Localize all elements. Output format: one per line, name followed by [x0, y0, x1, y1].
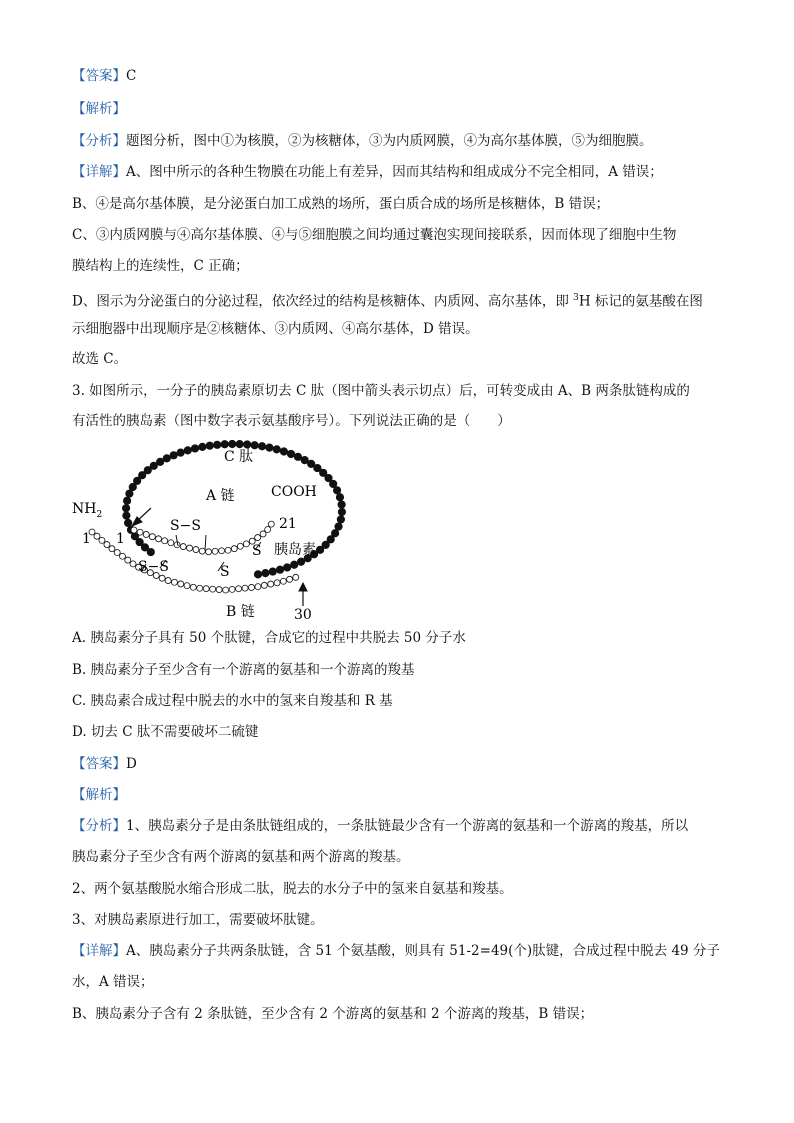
a-chain-bead — [193, 547, 199, 553]
insulin-label: 胰岛素 — [274, 542, 316, 558]
nh2-label: $NH_2$ — [72, 501, 103, 520]
c-peptide-bead — [337, 516, 344, 523]
answer-tag: 【答案】 — [72, 68, 126, 84]
disulfide-top-label: S−S — [170, 518, 201, 534]
b-chain-bead — [125, 557, 131, 563]
c-peptide-bead — [170, 452, 177, 459]
a-chain-bead — [162, 538, 168, 544]
a-chain-bead — [180, 544, 186, 550]
option-b: B. 胰岛素分子至少含有一个游离的氨基和一个游离的羧基 — [72, 662, 415, 678]
c-peptide-bead — [199, 443, 206, 450]
c-peptide-bead — [156, 458, 163, 465]
a-chain-bead — [243, 541, 249, 547]
c-peptide-bead — [236, 440, 243, 447]
option-a: A. 胰岛素分子具有 50 个肽键，合成它的过程中共脱去 50 分子水 — [72, 630, 466, 646]
b-chain-bead — [255, 584, 261, 590]
xiangjie-line-a1: 【详解】A、胰岛素分子共两条肽链，含 51 个氨基酸，则具有 51-2=49(个)肽键，合成过程中脱去 49 分子 — [72, 943, 720, 959]
b-chain-bead — [236, 586, 242, 592]
b-chain-bead — [261, 582, 267, 588]
question-stem-line1: 3. 如图所示，一分子的胰岛素原切去 C 肽（图中箭头表示切点）后，可转变成由 A、B 两条肽链构成的 — [72, 383, 690, 399]
c-peptide-bead — [206, 442, 213, 449]
a-chain-bead — [231, 546, 237, 552]
b-chain-bead — [104, 542, 110, 548]
c-peptide-bead — [251, 442, 258, 449]
fenxi-line-1a: 【分析】1、胰岛素分子是由条肽链组成的，一条肽链最少含有一个游离的氨基和一个游离的羧基，所以 — [72, 818, 689, 834]
c-peptide-bead — [123, 497, 130, 504]
detail-line-d1-prev: D、图示为分泌蛋白的分泌过程，依次经过的结构是核糖体、内质网、高尔基体，即 $^3$H 标记的氨基酸在图 — [72, 293, 703, 310]
b-chain-bead — [223, 587, 229, 593]
insulin-diagram — [66, 438, 366, 623]
b-chain-label: B 链 — [226, 604, 255, 620]
b-chain-bead — [114, 549, 120, 555]
c-peptide-bead — [335, 523, 342, 530]
cooh-label: COOH — [271, 484, 317, 500]
c-peptide-bead — [338, 501, 345, 508]
a-chain-bead — [206, 549, 212, 555]
sulfur-right-label: S — [252, 543, 262, 559]
c-peptide-bead — [266, 444, 273, 451]
a-chain-bead — [168, 540, 174, 546]
option-c: C. 胰岛素合成过程中脱去的水中的氢来自羧基和 R 基 — [72, 693, 393, 709]
b-chain-bead — [130, 561, 136, 567]
a-chain-bead — [265, 527, 271, 533]
c-peptide-bead — [338, 508, 345, 515]
b-chain-bead — [99, 537, 105, 543]
b-chain-bead — [109, 546, 115, 552]
c-peptide-bead — [287, 450, 294, 457]
cut-arrow-top — [132, 508, 151, 526]
analysis-heading-prev: 【解析】 — [72, 101, 126, 117]
c-peptide-bead — [280, 448, 287, 455]
b-chain-bead — [178, 581, 184, 587]
a-chain-bead — [260, 531, 266, 537]
b-chain-bead — [249, 584, 255, 590]
a-chain-bead — [149, 534, 155, 540]
b-chain-bead — [242, 585, 248, 591]
b-chain-bead — [229, 586, 235, 592]
a-chain-bead — [255, 535, 261, 541]
b-chain-bead — [274, 580, 280, 586]
detail-line-d2-prev: 示细胞器中出现顺序是②核糖体、③内质网、④高尔基体，D 错误。 — [72, 321, 479, 337]
c-peptide-bead — [184, 447, 191, 454]
detail-line-c2-prev: 膜结构上的连续性，C 正确； — [72, 258, 249, 274]
xiangjie-line-a2: 水，A 错误； — [72, 974, 154, 990]
cut-arrow-bottom — [299, 583, 307, 606]
a-chain-bead — [268, 521, 274, 527]
a-chain-bead — [137, 529, 143, 535]
xiangjie-line-prev: 【详解】A、图中所示的各种生物膜在功能上有差异，因而其结构和组成成分不完全相同，A 错误； — [72, 164, 663, 180]
b-chain-bead — [203, 586, 209, 592]
c-peptide-bead — [163, 455, 170, 462]
c-peptide-bead — [262, 569, 269, 576]
answer-line-prev — [72, 66, 136, 86]
c-peptide-bead — [191, 445, 198, 452]
c-peptide-bead — [177, 449, 184, 456]
c-peptide-bead — [123, 512, 130, 519]
a-chain-bead — [237, 543, 243, 549]
c-peptide-bead — [258, 443, 265, 450]
c-peptide-bead — [336, 494, 343, 501]
c-peptide-bead — [290, 561, 297, 568]
b-chain-bead — [293, 574, 299, 580]
c-peptide-bead — [273, 446, 280, 453]
b-chain-bead — [216, 587, 222, 593]
sulfur-mid-label: S — [220, 564, 230, 580]
b-chain-bead — [268, 581, 274, 587]
c-peptide-bead — [283, 564, 290, 571]
a-chain-bead — [219, 548, 225, 554]
fenxi-line-2: 2、两个氨基酸脱水缩合形成二肽，脱去的水分子中的氢来自氨基和羧基。 — [72, 881, 513, 897]
b-chain-bead — [287, 576, 293, 582]
c-peptide-bead — [221, 441, 228, 448]
option-d: D. 切去 C 肽不需要破坏二硫键 — [72, 724, 259, 740]
a-chain-bead — [187, 545, 193, 551]
b-chain-bead — [159, 575, 165, 581]
c-peptide-bead — [122, 504, 129, 511]
conclusion-prev: 故选 C。 — [72, 351, 128, 367]
a-chain-label: A 链 — [206, 488, 235, 504]
b-chain-bead — [94, 533, 100, 539]
c-peptide-label: C 肽 — [224, 449, 254, 465]
c-peptide-bead — [269, 568, 276, 575]
a-chain-bead — [199, 548, 205, 554]
fenxi-line-prev: 【分析】题图分析，图中①为核膜，②为核糖体，③为内质网膜，④为高尔基体膜，⑤为细胞膜。 — [72, 133, 653, 149]
c-peptide-bead — [297, 558, 304, 565]
b-chain-bead — [210, 586, 216, 592]
c-peptide-bead — [276, 566, 283, 573]
b-chain-bead — [197, 585, 203, 591]
xiangjie-line-b: B、胰岛素分子含有 2 条肽链，至少含有 2 个游离的氨基和 2 个游离的羧基，B 错误； — [72, 1006, 594, 1022]
a-chain-end-number: 21 — [279, 516, 297, 532]
b-chain-bead — [190, 584, 196, 590]
a-chain-bead — [225, 547, 231, 553]
answer-value: C — [126, 68, 137, 84]
c-peptide-bead — [243, 441, 250, 448]
c-peptide-bead — [126, 490, 133, 497]
c-peptide-bead — [214, 441, 221, 448]
b-chain-bead — [119, 553, 125, 559]
b-chain-bead — [171, 579, 177, 585]
a-chain-start-number: 1 — [116, 531, 125, 547]
fenxi-line-3: 3、对胰岛素原进行加工，需要破坏肽键。 — [72, 912, 324, 928]
fenxi-line-1b: 胰岛素分子至少含有两个游离的氨基和两个游离的羧基。 — [72, 849, 410, 865]
b-chain-start-number: 1 — [82, 531, 91, 547]
b-chain-bead — [165, 578, 171, 584]
analysis-heading: 【解析】 — [72, 787, 126, 803]
b-chain-bead — [280, 578, 286, 584]
a-chain-bead — [155, 536, 161, 542]
question-stem-line2: 有活性的胰岛素（图中数字表示氨基酸序号）。下列说法正确的是（ ） — [72, 413, 511, 429]
c-peptide-bead — [294, 453, 301, 460]
answer-line: 【答案】D — [72, 756, 137, 772]
c-peptide-bead — [228, 440, 235, 447]
a-chain-bead — [212, 548, 218, 554]
detail-line-c1-prev: C、③内质网膜与④高尔基体膜、④与⑤细胞膜之间均通过囊泡实现间接联系，因而体现了细胞中生物 — [72, 227, 677, 243]
disulfide-left-label: S−S — [138, 559, 169, 575]
c-peptide-bead — [124, 519, 131, 526]
detail-line-b-prev: B、④是高尔基体膜，是分泌蛋白加工成熟的场所，蛋白质合成的场所是核糖体，B 错误； — [72, 196, 610, 212]
a-chain-bead — [131, 527, 137, 533]
b-chain-end-number: 30 — [294, 607, 312, 623]
c-peptide-bead — [254, 571, 261, 578]
a-chain-bead — [143, 531, 149, 537]
c-peptide-bead — [333, 487, 340, 494]
b-chain-bead — [184, 583, 190, 589]
